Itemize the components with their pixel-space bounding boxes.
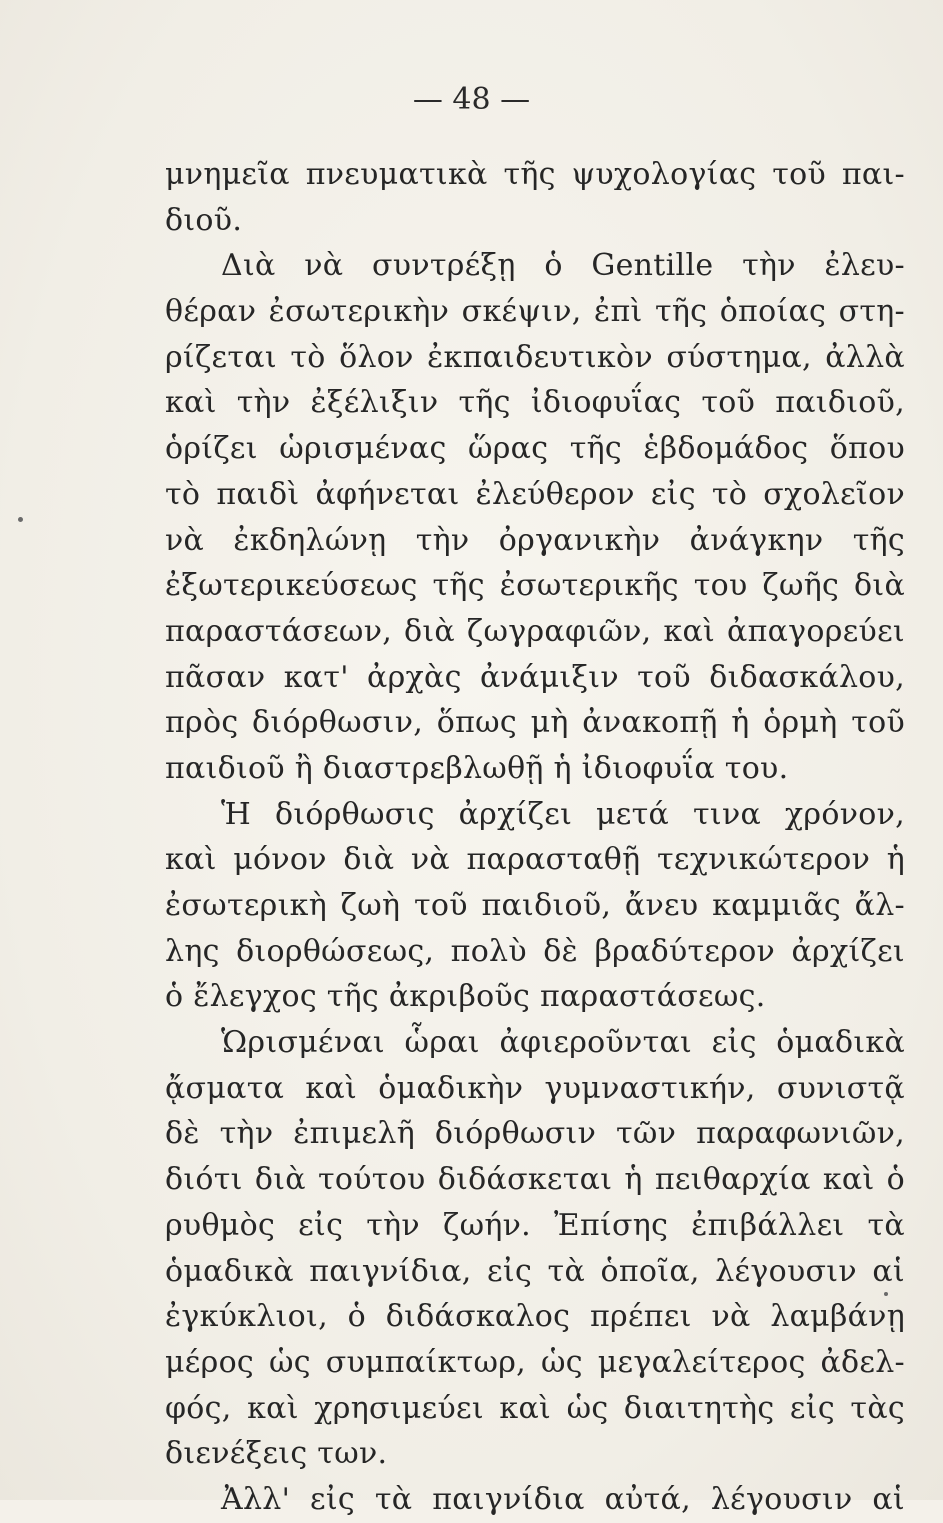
text-line: ἐσωτερικὴ ζωὴ τοῦ παιδιοῦ, ἄνευ καμμιᾶς ἄλ-	[165, 888, 905, 923]
text-line: πᾶσαν κατ' ἀρχὰς ἀνάμιξιν τοῦ διδασκάλου,	[165, 659, 905, 695]
text-line: τὸ παιδὶ ἀφήνεται ἐλεύθερον εἰς τὸ σχολεῖον	[165, 476, 905, 512]
text-line: μνημεῖα πνευματικὰ τῆς ψυχολογίας τοῦ παι-	[165, 157, 905, 192]
text-line: Ὡρισμέναι ὧραι ἀφιεροῦνται εἰς ὁμαδικὰ	[221, 1025, 905, 1061]
text-line: Ἡ διόρθωσις ἀρχίζει μετά τινα χρόνον,	[221, 796, 905, 832]
text-line: Διὰ νὰ συντρέξῃ ὁ Gentille τὴν ἐλευ-	[221, 248, 905, 284]
text-line: διότι διὰ τούτου διδάσκεται ἡ πειθαρχία καὶ ὁ	[165, 1162, 905, 1198]
text-line: ἐξωτερικεύσεως τῆς ἐσωτερικῆς του ζωῆς διὰ	[165, 568, 905, 604]
text-line: διενέξεις των.	[165, 1436, 388, 1472]
text-line: ἐγκύκλιοι, ὁ διδάσκαλος πρέπει νὰ λαμβάνῃ	[165, 1299, 905, 1335]
text-line: ὁρίζει ὡρισμένας ὥρας τῆς ἑβδομάδος ὅπου	[165, 431, 905, 467]
text-line: δὲ τὴν ἐπιμελῆ διόρθωσιν τῶν παραφωνιῶν,	[165, 1116, 905, 1152]
text-line: παραστάσεων, διὰ ζωγραφιῶν, καὶ ἀπαγορεύει	[165, 613, 905, 649]
text-line: θέραν ἐσωτερικὴν σκέψιν, ἐπὶ τῆς ὁποίας στη-	[165, 294, 905, 330]
text-line: φός, καὶ χρησιμεύει καὶ ὡς διαιτητὴς εἰς τὰς	[165, 1390, 905, 1426]
text-line: λης διορθώσεως, πολὺ δὲ βραδύτερον ἀρχίζει	[165, 933, 905, 969]
paper-speck	[18, 517, 23, 522]
text-line: Ἀλλ' εἰς τὰ παιγνίδια αὐτά, λέγουσιν αἱ	[221, 1481, 905, 1517]
text-line: καὶ τὴν ἐξέλιξιν τῆς ἰδιοφυΐας τοῦ παιδιοῦ,	[165, 385, 905, 421]
paper-speck	[884, 1292, 888, 1296]
text-line: νὰ ἐκδηλώνῃ τὴν ὀργανικὴν ἀνάγκην τῆς	[165, 522, 905, 558]
text-line: ᾄσματα καὶ ὁμαδικὴν γυμναστικήν, συνιστᾷ	[165, 1070, 905, 1106]
text-line: ὁ ἔλεγχος τῆς ἀκριβοῦς παραστάσεως.	[165, 979, 766, 1015]
page-number: — 48 —	[412, 82, 531, 117]
text-line: πρὸς διόρθωσιν, ὅπως μὴ ἀνακοπῇ ἡ ὁρμὴ τοῦ	[165, 705, 905, 741]
text-line: μέρος ὡς συμπαίκτωρ, ὡς μεγαλείτερος ἀδελ-	[165, 1344, 905, 1380]
text-line: ὁμαδικὰ παιγνίδια, εἰς τὰ ὁποῖα, λέγουσιν αἱ	[165, 1253, 905, 1289]
text-line: ρυθμὸς εἰς τὴν ζωήν. Ἐπίσης ἐπιβάλλει τὰ	[165, 1207, 905, 1243]
body-text	[165, 152, 905, 1523]
text-line: διοῦ.	[165, 202, 243, 238]
text-line: ρίζεται τὸ ὅλον ἐκπαιδευτικὸν σύστημα, ἀλλὰ	[165, 339, 905, 375]
text-line: παιδιοῦ ἢ διαστρεβλωθῇ ἡ ἰδιοφυΐα του.	[165, 750, 789, 786]
text-line: καὶ μόνον διὰ νὰ παρασταθῇ τεχνικώτερον ἡ	[165, 842, 905, 878]
